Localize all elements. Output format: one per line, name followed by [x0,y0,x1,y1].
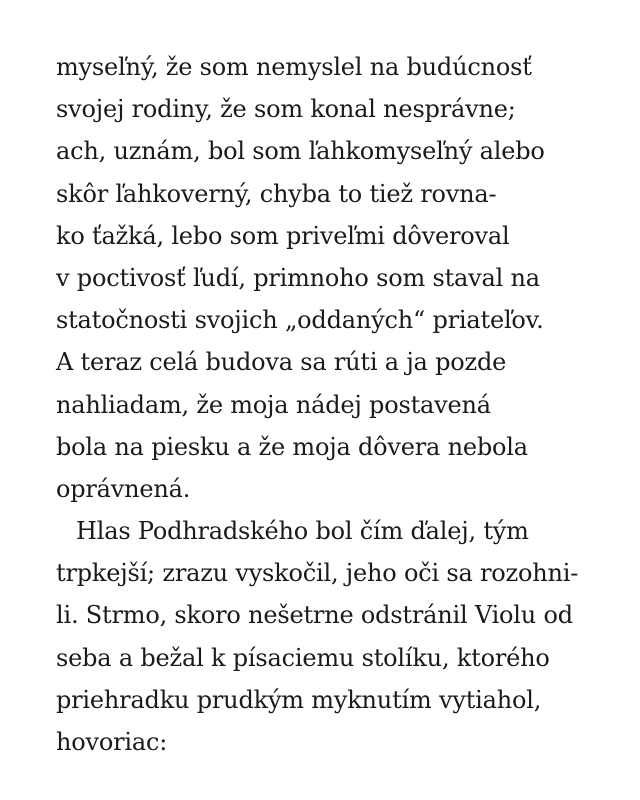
text-line: hovoriac: [56,728,168,756]
text-line: svojej rodiny, že som konal nesprávne; [56,95,516,124]
paragraph-1 [56,46,616,510]
text-line: Hlas Podhradského bol čím ďalej, tým [76,517,529,546]
text-line: A teraz celá budova sa rúti a ja pozde [56,348,507,377]
paragraph-2 [56,510,616,763]
text-line: li. Strmo, skoro nešetrne odstránil Violu od [56,601,573,630]
text-line: v poctivosť ľudí, primnoho som staval na [56,263,540,292]
text-line: ko ťažká, lebo som priveľmi dôveroval [56,221,510,250]
text-line: priehradku prudkým myknutím vytiahol, [56,685,542,714]
text-line: skôr ľahkoverný, chyba to tiež rovna- [56,179,497,208]
text-line: oprávnená. [56,474,191,503]
page-text [56,46,616,763]
text-line: seba a bežal k písaciemu stolíku, ktorého [56,643,550,672]
text-line: bola na piesku a že moja dôvera nebola [56,432,528,461]
text-line: myseľný, že som nemyslel na budúcnosť [56,53,532,81]
text-line: nahliadam, že moja nádej postavená [56,390,491,419]
text-line: ach, uznám, bol som ľahkomyseľný alebo [56,137,545,166]
text-line: trpkejší; zrazu vyskočil, jeho oči sa rozohni- [56,559,579,588]
text-line: statočnosti svojich „oddaných“ priateľov. [56,306,544,335]
